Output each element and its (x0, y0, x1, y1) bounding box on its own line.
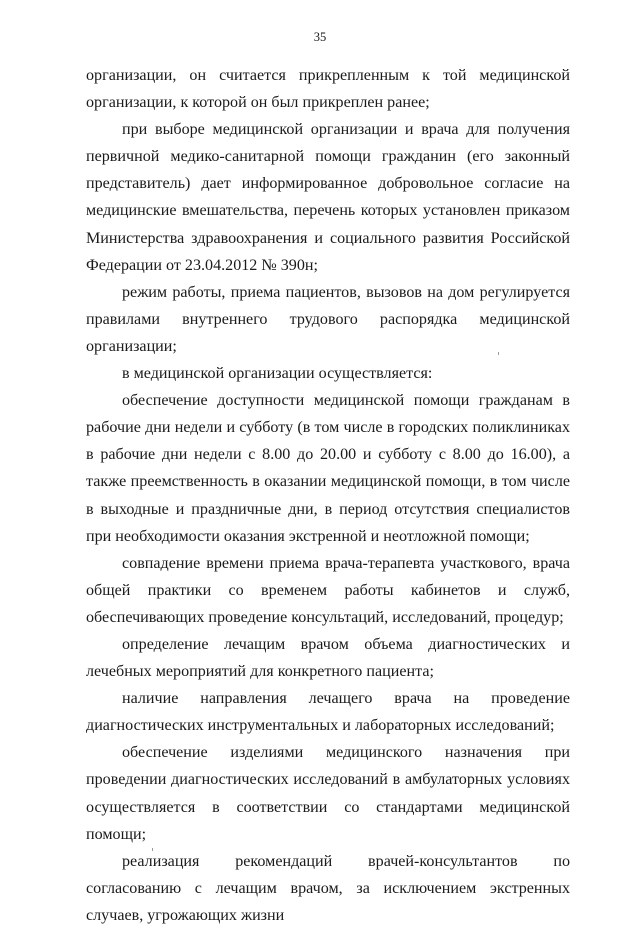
paragraph-diagnostic-scope: определение лечащим врачом объема диагностических и лечебных мероприятий для конкретного пациента; (86, 635, 570, 681)
paragraph-accessibility: обеспечение доступности медицинской помощи гражданам в рабочие дни недели и субботу (в том числе в городских поликлиниках в рабочие дни недели с 8.00 до 20.00 и субботу с 8.00 до 16.00), а также преемственность в оказании медицинской помощи, в том числе в выходные и праздничные дни, в период отсутствия специалистов при необходимости оказания экстренной и неотложной помощи; (86, 392, 570, 545)
paragraph-schedule-coincidence: совпадение времени приема врача-терапевта участкового, врача общей практики со временем работы кабинетов и служб, обеспечивающих проведение консультаций, исследований, процедур; (86, 554, 570, 626)
page-number: 35 (313, 30, 327, 44)
paragraph-medical-devices: обеспечение изделиями медицинского назначения при проведении диагностических исследований в амбулаторных условиях осуществляется в соответствии со стандартами медицинской помощи; (86, 744, 570, 843)
paragraph-work-schedule: режим работы, приема пациентов, вызовов на дом регулируется правилами внутреннего трудового распорядка медицинской организации; (86, 283, 570, 355)
scan-artifact (498, 352, 499, 355)
scan-artifact (152, 848, 153, 851)
paragraph-continuation: организации, он считается прикрепленным к той медицинской организации, к которой он был прикреплен ранее; (86, 67, 570, 112)
paragraph-informed-consent: при выборе медицинской организации и врача для получения первичной медико-санитарной помощи гражданин (его законный представитель) дает информированное добровольное согласие на медицинские вмешательства, перечень которых установлен приказом Министерства здравоохранения и социального развития Российской Федерации от 23.04.2012 № 390н; (86, 121, 570, 274)
document-body (86, 62, 570, 929)
paragraph-organization-provides: в медицинской организации осуществляется: (122, 365, 433, 383)
paragraph-consultant-recommendations: реализация рекомендаций врачей-консультантов по согласованию с лечащим врачом, за исключением экстренных случаев, угрожающих жизни (86, 852, 570, 924)
paragraph-referral: наличие направления лечащего врача на проведение диагностических инструментальных и лабораторных исследований; (86, 690, 570, 735)
